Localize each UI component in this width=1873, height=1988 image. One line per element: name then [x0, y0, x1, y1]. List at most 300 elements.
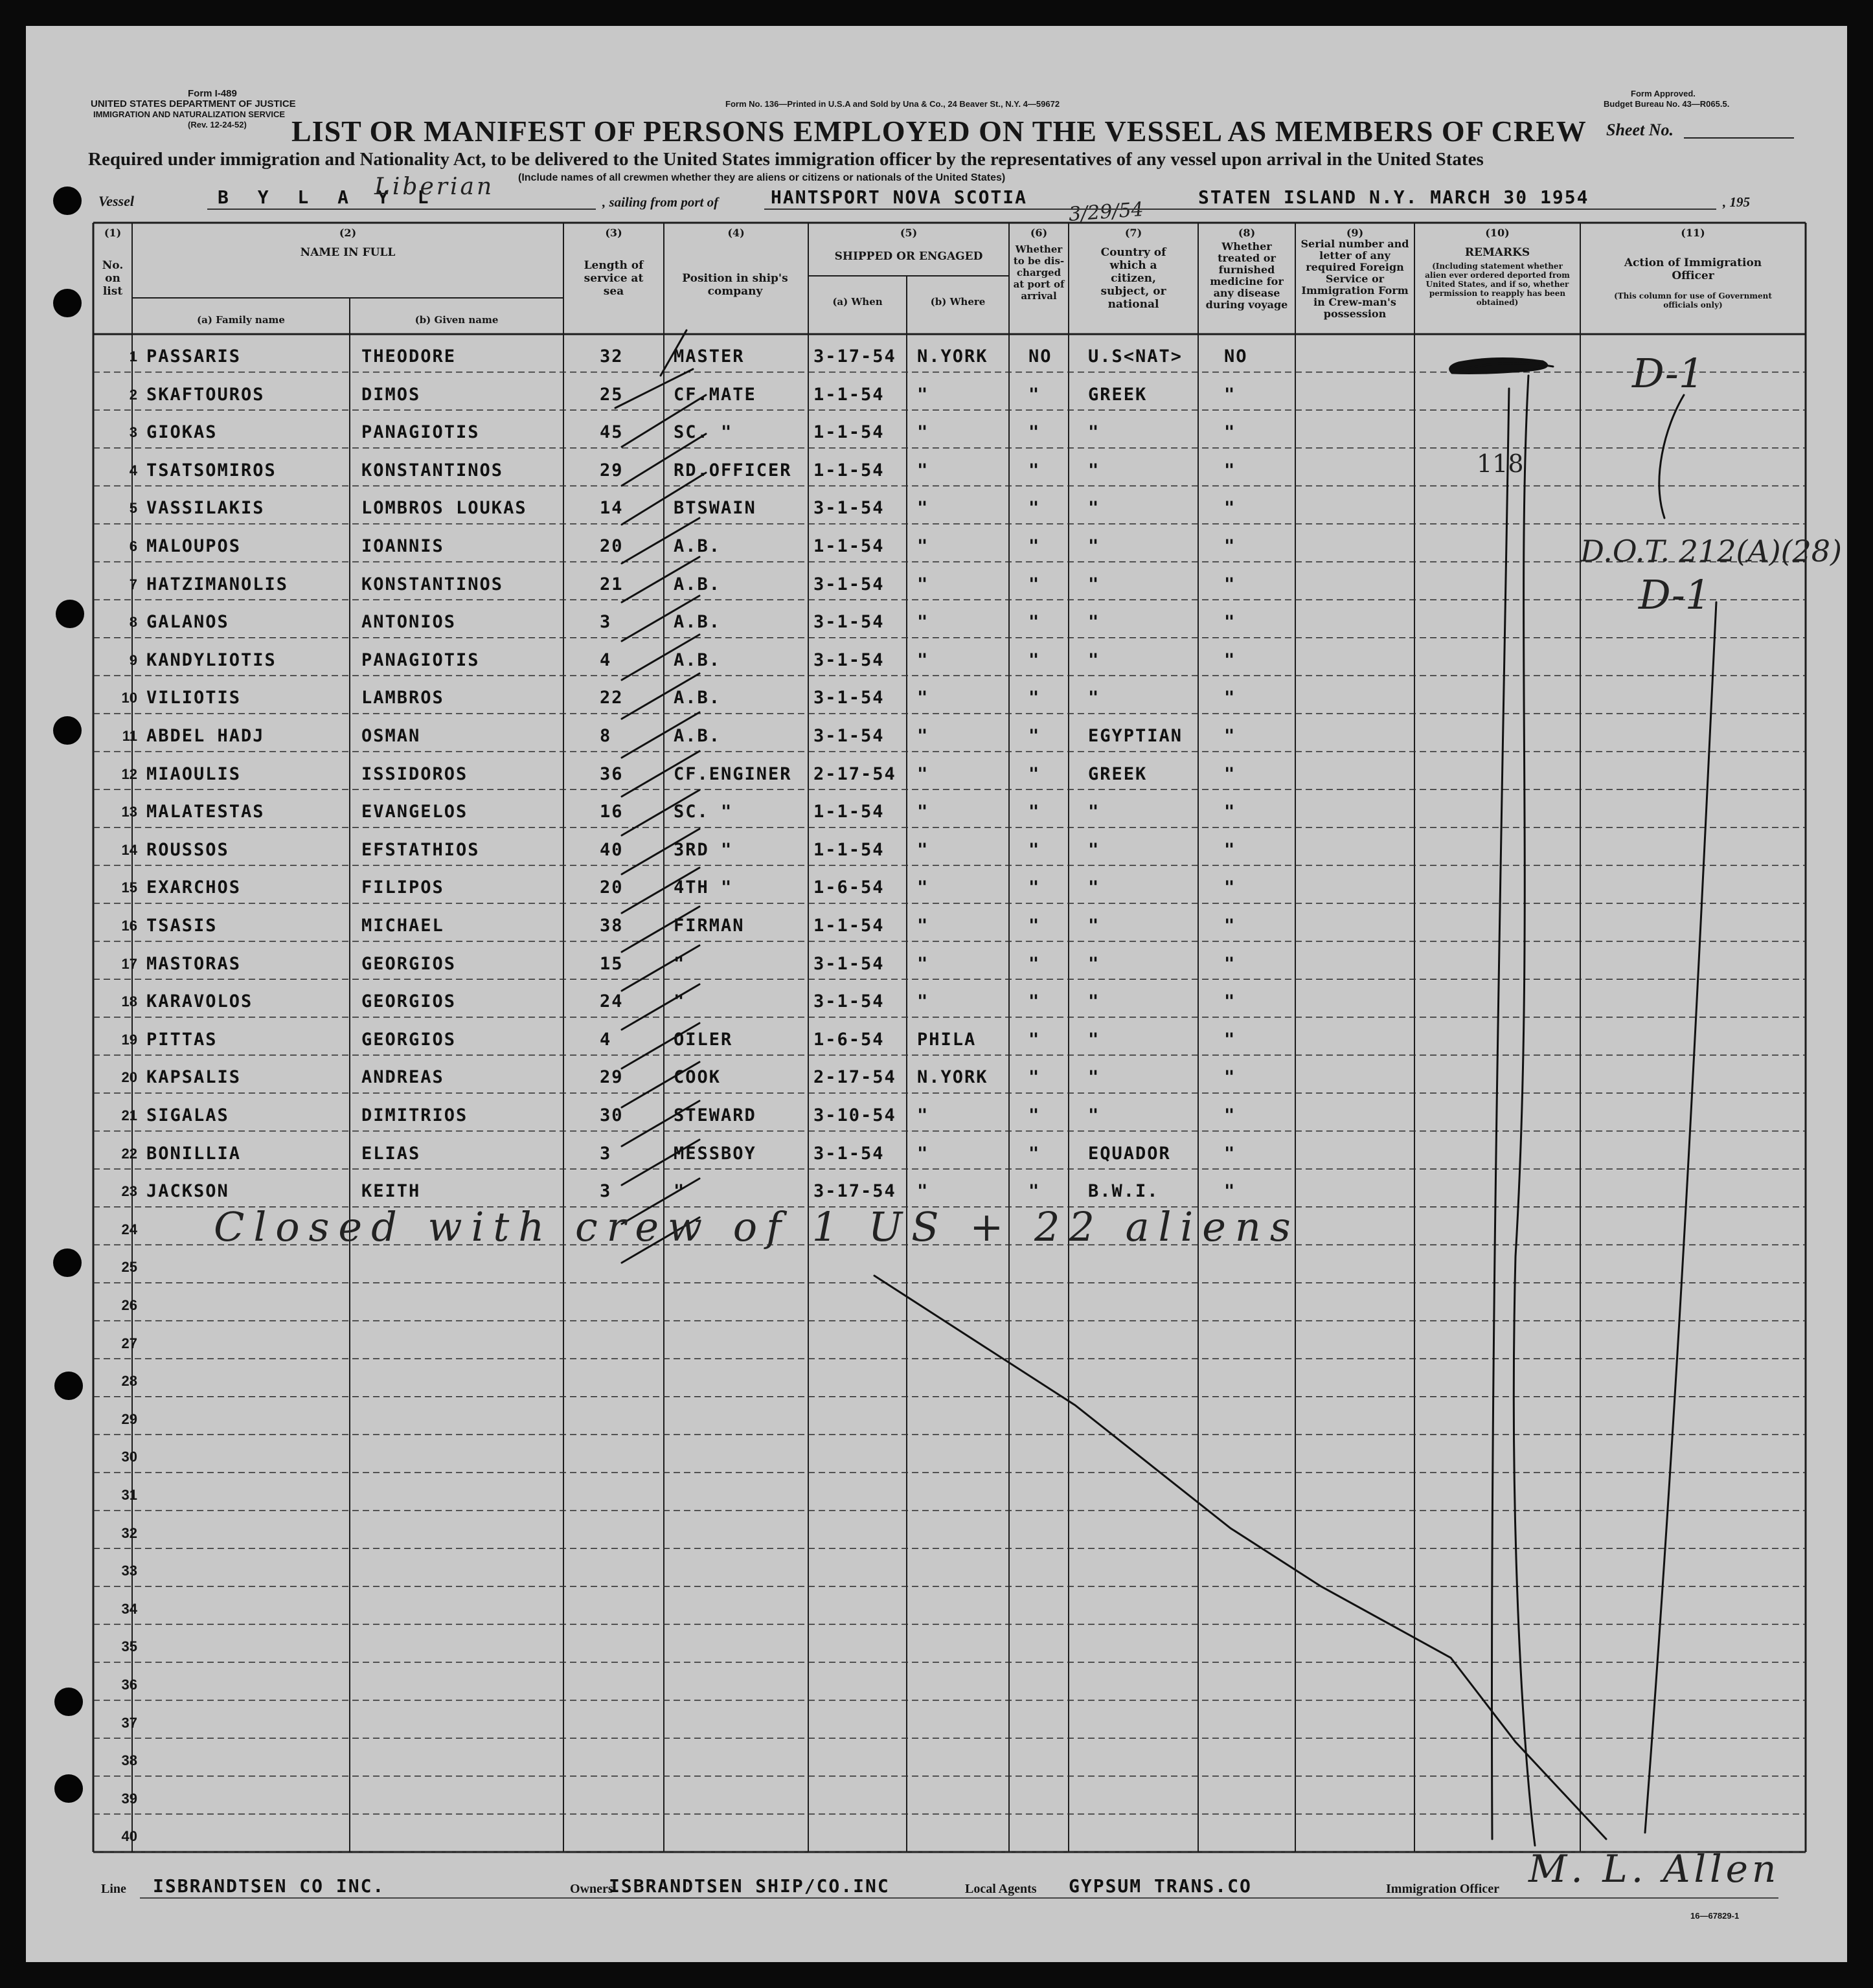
medicine-cell: ": [1224, 498, 1236, 519]
medicine-cell: ": [1224, 1067, 1236, 1088]
vessel-name: B Y L A Y L: [218, 186, 438, 208]
position-cell: A.B.: [674, 536, 721, 556]
family-name-cell: ROUSSOS: [146, 839, 229, 860]
medicine-cell: ": [1224, 422, 1236, 443]
given-name-cell: ELIAS: [361, 1143, 421, 1164]
country-cell: B.W.I.: [1088, 1181, 1159, 1202]
row-number: 23: [121, 1183, 137, 1200]
family-name-cell: PITTAS: [146, 1029, 218, 1050]
medicine-cell: ": [1224, 1143, 1236, 1164]
shipped-when-cell: 1-1-54: [813, 422, 885, 443]
row-number: 17: [121, 955, 137, 972]
shipped-where-cell: ": [917, 916, 929, 936]
country-cell: ": [1088, 877, 1100, 898]
row-number: 34: [121, 1600, 137, 1617]
given-name-cell: MICHAEL: [361, 916, 444, 936]
medicine-cell: ": [1224, 574, 1236, 594]
col7-header: Country of which a citizen, subject, or national: [1100, 246, 1166, 311]
position-cell: A.B.: [674, 574, 721, 594]
shipped-when-cell: 2-17-54: [813, 763, 896, 784]
officer-label: Immigration Officer: [1386, 1882, 1499, 1896]
shipped-where-cell: ": [917, 839, 929, 860]
given-name-cell: IOANNIS: [361, 536, 444, 556]
family-name-cell: KANDYLIOTIS: [146, 649, 277, 670]
col1-number: (1): [104, 227, 122, 239]
medicine-cell: ": [1224, 649, 1236, 670]
service-years-cell: 24: [600, 991, 624, 1012]
row-number: 20: [121, 1069, 137, 1086]
shipped-where-cell: PHILA: [917, 1029, 977, 1050]
service-years-cell: 16: [600, 802, 624, 822]
service-name: IMMIGRATION AND NATURALIZATION SERVICE: [93, 109, 286, 119]
row-number: 11: [122, 728, 137, 744]
medicine-cell: ": [1224, 612, 1236, 633]
position-cell: ": [674, 991, 686, 1012]
shipped-where-cell: ": [917, 991, 929, 1012]
given-name-cell: KONSTANTINOS: [361, 460, 504, 480]
closed-note: Closed with crew of 1 US + 22 aliens: [214, 1203, 1300, 1250]
col9-number: (9): [1346, 227, 1364, 239]
shipped-where-cell: ": [917, 649, 929, 670]
family-name-cell: SIGALAS: [146, 1105, 229, 1125]
family-name-cell: PASSARIS: [146, 346, 242, 367]
family-name-cell: GALANOS: [146, 612, 229, 633]
col4-number: (4): [727, 227, 745, 239]
row-number: 39: [121, 1790, 137, 1807]
service-years-cell: 29: [600, 1067, 624, 1088]
action-dot-code: D.O.T. 212(A)(28): [1580, 534, 1843, 569]
col2b-header: (b) Given name: [414, 314, 499, 326]
year-suffix: , 195: [1723, 194, 1750, 210]
discharged-cell: ": [1028, 1181, 1041, 1202]
include-note: (Include names of all crewmen whether they are aliens or citizens or nationals of the United States): [518, 172, 1006, 183]
family-name-cell: MIAOULIS: [146, 763, 242, 784]
medicine-cell: ": [1224, 726, 1236, 746]
discharged-cell: ": [1028, 953, 1041, 974]
row-number: 8: [129, 614, 137, 631]
col5b-header: (b) Where: [930, 296, 986, 308]
row-number: 16: [121, 918, 137, 934]
row-number: 10: [121, 690, 137, 706]
shipped-where-cell: ": [917, 498, 929, 519]
country-cell: ": [1088, 612, 1100, 633]
vessel-flag-handwritten: Liberian: [374, 174, 495, 200]
position-cell: MESSBOY: [674, 1143, 756, 1164]
vessel-label: Vessel: [98, 193, 134, 209]
discharged-cell: ": [1028, 726, 1041, 746]
shipped-when-cell: 3-1-54: [813, 498, 885, 519]
shipped-when-cell: 2-17-54: [813, 1067, 896, 1088]
shipped-when-cell: 3-17-54: [813, 1181, 896, 1202]
service-years-cell: 22: [600, 688, 624, 708]
country-cell: ": [1088, 536, 1100, 556]
shipped-when-cell: 3-1-54: [813, 991, 885, 1012]
row-number: 14: [121, 841, 137, 858]
shipped-when-cell: 3-1-54: [813, 574, 885, 594]
form-number: Form I-489: [188, 88, 237, 99]
country-cell: ": [1088, 688, 1100, 708]
country-cell: ": [1088, 839, 1100, 860]
page-title: LIST OR MANIFEST OF PERSONS EMPLOYED ON THE VESSEL AS MEMBERS OF CREW: [291, 115, 1587, 148]
shipped-where-cell: ": [917, 612, 929, 633]
medicine-cell: ": [1224, 802, 1236, 822]
service-years-cell: 20: [600, 536, 624, 556]
discharged-cell: ": [1028, 574, 1041, 594]
col6-number: (6): [1030, 227, 1048, 239]
country-cell: EGYPTIAN: [1088, 726, 1183, 746]
shipped-when-cell: 1-1-54: [813, 384, 885, 405]
shipped-when-cell: 3-1-54: [813, 1143, 885, 1164]
col7-number: (7): [1124, 227, 1142, 239]
family-name-cell: VASSILAKIS: [146, 498, 265, 519]
col11-number: (11): [1681, 227, 1705, 239]
row-number: 9: [129, 651, 137, 668]
given-name-cell: DIMOS: [361, 384, 421, 405]
family-name-cell: MALOUPOS: [146, 536, 242, 556]
discharged-cell: ": [1028, 612, 1041, 633]
col5-header: SHIPPED OR ENGAGED: [834, 250, 983, 263]
row-number: 24: [121, 1221, 137, 1237]
given-name-cell: FILIPOS: [361, 877, 444, 898]
shipped-where-cell: ": [917, 1181, 929, 1202]
discharged-cell: ": [1028, 1143, 1041, 1164]
shipped-where-cell: N.YORK: [917, 346, 988, 367]
row-number: 35: [121, 1638, 137, 1655]
service-years-cell: 38: [600, 916, 624, 936]
position-cell: A.B.: [674, 649, 721, 670]
form-subtitle: Required under immigration and Nationality Act, to be delivered to the United States immigration officer by the representatives of any vessel upon arrival in the United States: [88, 149, 1484, 170]
row-number: 26: [121, 1297, 137, 1313]
col3-header: Length of service at sea: [584, 259, 644, 298]
discharged-cell: ": [1028, 536, 1041, 556]
shipped-where-cell: N.YORK: [917, 1067, 988, 1088]
family-name-cell: KARAVOLOS: [146, 991, 253, 1012]
medicine-cell: ": [1224, 1181, 1236, 1202]
given-name-cell: KEITH: [361, 1181, 421, 1202]
sheet-number-label: Sheet No.: [1606, 120, 1674, 139]
medicine-cell: ": [1224, 1105, 1236, 1125]
discharged-cell: ": [1028, 763, 1041, 784]
discharged-cell: NO: [1028, 346, 1052, 367]
position-cell: STEWARD: [674, 1105, 756, 1125]
medicine-cell: ": [1224, 991, 1236, 1012]
family-name-cell: VILIOTIS: [146, 688, 242, 708]
medicine-cell: ": [1224, 688, 1236, 708]
remark-number: 118: [1477, 449, 1524, 478]
col2-number: (2): [339, 227, 357, 239]
country-cell: ": [1088, 802, 1100, 822]
line-value: ISBRANDTSEN CO INC.: [153, 1875, 385, 1897]
given-name-cell: KONSTANTINOS: [361, 574, 504, 594]
arrival-port-date: STATEN ISLAND N.Y. MARCH 30 1954: [1198, 186, 1589, 208]
col10-header: REMARKS: [1464, 246, 1530, 259]
position-cell: 4TH ": [674, 877, 733, 898]
service-years-cell: 20: [600, 877, 624, 898]
position-cell: RD.OFFICER: [674, 460, 792, 480]
medicine-cell: ": [1224, 536, 1236, 556]
country-cell: U.S<NAT>: [1088, 346, 1183, 367]
given-name-cell: ANTONIOS: [361, 612, 457, 633]
budget-bureau: Budget Bureau No. 43—R065.5.: [1604, 99, 1730, 109]
given-name-cell: GEORGIOS: [361, 1029, 457, 1050]
col11-header: Action of Immigration Officer: [1624, 256, 1762, 282]
given-name-cell: THEODORE: [361, 346, 457, 367]
position-cell: A.B.: [674, 612, 721, 633]
service-years-cell: 32: [600, 346, 624, 367]
row-number: 15: [121, 879, 137, 896]
sailing-port: HANTSPORT NOVA SCOTIA: [771, 186, 1028, 208]
position-cell: MASTER: [674, 346, 745, 367]
shipped-where-cell: ": [917, 574, 929, 594]
department-name: UNITED STATES DEPARTMENT OF JUSTICE: [91, 98, 296, 109]
shipped-when-cell: 3-1-54: [813, 649, 885, 670]
col9-header: Serial number and letter of any required Foreign Service or Immigration Form in Crew-man's possession: [1300, 238, 1409, 320]
given-name-cell: GEORGIOS: [361, 991, 457, 1012]
shipped-when-cell: 1-1-54: [813, 839, 885, 860]
country-cell: EQUADOR: [1088, 1143, 1171, 1164]
position-cell: A.B.: [674, 688, 721, 708]
shipped-where-cell: ": [917, 1143, 929, 1164]
position-cell: COOK: [674, 1067, 721, 1088]
discharged-cell: ": [1028, 1029, 1041, 1050]
footer-underline: [140, 1897, 1778, 1899]
given-name-cell: EVANGELOS: [361, 802, 468, 822]
discharged-cell: ": [1028, 688, 1041, 708]
row-number: 18: [121, 993, 137, 1010]
shipped-when-cell: 3-1-54: [813, 726, 885, 746]
position-cell: SC. ": [674, 802, 733, 822]
row-number: 31: [121, 1487, 137, 1503]
medicine-cell: ": [1224, 1029, 1236, 1050]
shipped-where-cell: ": [917, 688, 929, 708]
line-label: Line: [101, 1882, 126, 1896]
discharged-cell: ": [1028, 802, 1041, 822]
medicine-cell: ": [1224, 953, 1236, 974]
shipped-where-cell: ": [917, 384, 929, 405]
country-cell: ": [1088, 916, 1100, 936]
service-years-cell: 45: [600, 422, 624, 443]
action-d1-mid: D-1: [1639, 571, 1711, 618]
printer-note: Form No. 136—Printed in U.S.A and Sold by Una & Co., 24 Beaver St., N.Y. 4—59672: [725, 99, 1060, 109]
row-number: 37: [121, 1714, 137, 1731]
handwritten-marks: [26, 26, 1847, 1962]
position-cell: A.B.: [674, 726, 721, 746]
service-years-cell: 4: [600, 1029, 612, 1050]
country-cell: ": [1088, 460, 1100, 480]
officer-signature: M. L. Allen: [1528, 1847, 1780, 1891]
position-cell: ": [674, 953, 686, 974]
medicine-cell: NO: [1224, 346, 1248, 367]
row-number: 28: [121, 1373, 137, 1390]
position-cell: FIRMAN: [674, 916, 745, 936]
medicine-cell: ": [1224, 763, 1236, 784]
medicine-cell: ": [1224, 460, 1236, 480]
family-name-cell: KAPSALIS: [146, 1067, 242, 1088]
given-name-cell: LAMBROS: [361, 688, 444, 708]
form-code: 16—67829-1: [1690, 1911, 1740, 1921]
service-years-cell: 36: [600, 763, 624, 784]
country-cell: ": [1088, 422, 1100, 443]
position-cell: SC. ": [674, 422, 733, 443]
col1-header: No. on list: [102, 259, 124, 298]
given-name-cell: ISSIDOROS: [361, 763, 468, 784]
position-cell: BTSWAIN: [674, 498, 756, 519]
row-number: 3: [129, 424, 137, 441]
agents-label: Local Agents: [965, 1882, 1037, 1896]
shipped-where-cell: ": [917, 953, 929, 974]
medicine-cell: ": [1224, 384, 1236, 405]
owners-value: ISBRANDTSEN SHIP/CO.INC: [609, 1875, 890, 1897]
row-number: 27: [121, 1335, 137, 1351]
row-number: 21: [121, 1107, 137, 1124]
shipped-when-cell: 3-1-54: [813, 612, 885, 633]
agents-value: GYPSUM TRANS.CO: [1069, 1875, 1252, 1897]
family-name-cell: EXARCHOS: [146, 877, 242, 898]
shipped-when-cell: 3-1-54: [813, 953, 885, 974]
row-number: 19: [121, 1031, 137, 1048]
country-cell: ": [1088, 953, 1100, 974]
service-years-cell: 3: [600, 612, 612, 633]
manifest-sheet: [26, 26, 1847, 1962]
row-number: 36: [121, 1677, 137, 1693]
position-cell: ": [674, 1181, 686, 1202]
service-years-cell: 3: [600, 1143, 612, 1164]
shipped-where-cell: ": [917, 802, 929, 822]
service-years-cell: 15: [600, 953, 624, 974]
col5-number: (5): [900, 227, 918, 239]
discharged-cell: ": [1028, 498, 1041, 519]
service-years-cell: 3: [600, 1181, 612, 1202]
row-number: 29: [121, 1410, 137, 1427]
shipped-where-cell: ": [917, 422, 929, 443]
family-name-cell: TSATSOMIROS: [146, 460, 277, 480]
shipped-where-cell: ": [917, 726, 929, 746]
family-name-cell: JACKSON: [146, 1181, 229, 1202]
family-name-cell: ABDEL HADJ: [146, 726, 265, 746]
given-name-cell: GEORGIOS: [361, 953, 457, 974]
service-years-cell: 25: [600, 384, 624, 405]
service-years-cell: 4: [600, 649, 612, 670]
medicine-cell: ": [1224, 877, 1236, 898]
country-cell: ": [1088, 498, 1100, 519]
given-name-cell: OSMAN: [361, 726, 421, 746]
medicine-cell: ": [1224, 839, 1236, 860]
row-number: 13: [121, 804, 137, 820]
col2-header: NAME IN FULL: [300, 246, 396, 259]
col2a-header: (a) Family name: [197, 314, 285, 326]
medicine-cell: ": [1224, 916, 1236, 936]
row-number: 7: [129, 576, 137, 593]
row-number: 25: [121, 1259, 137, 1276]
country-cell: ": [1088, 1105, 1100, 1125]
row-number: 2: [129, 386, 137, 403]
country-cell: ": [1088, 574, 1100, 594]
family-name-cell: BONILLIA: [146, 1143, 242, 1164]
position-cell: CF.ENGINER: [674, 763, 792, 784]
shipped-where-cell: ": [917, 877, 929, 898]
shipped-when-cell: 3-1-54: [813, 688, 885, 708]
discharged-cell: ": [1028, 1105, 1041, 1125]
service-years-cell: 21: [600, 574, 624, 594]
country-cell: GREEK: [1088, 384, 1148, 405]
owners-label: Owners: [570, 1882, 613, 1896]
revision-date: (Rev. 12-24-52): [188, 120, 247, 130]
col3-number: (3): [605, 227, 622, 239]
given-name-cell: PANAGIOTIS: [361, 422, 480, 443]
position-cell: 3RD ": [674, 839, 733, 860]
country-cell: ": [1088, 1029, 1100, 1050]
row-number: 5: [129, 500, 137, 517]
service-years-cell: 8: [600, 726, 612, 746]
shipped-where-cell: ": [917, 536, 929, 556]
col11-note: (This column for use of Government officials only): [1614, 291, 1772, 310]
col8-header: Whether treated or furnished medicine for any disease during voyage: [1205, 240, 1288, 311]
col4-header: Position in ship's company: [682, 272, 788, 298]
shipped-when-cell: 1-6-54: [813, 877, 885, 898]
discharged-cell: ": [1028, 384, 1041, 405]
shipped-when-cell: 1-1-54: [813, 536, 885, 556]
shipped-when-cell: 1-1-54: [813, 460, 885, 480]
country-cell: ": [1088, 649, 1100, 670]
discharged-cell: ": [1028, 1067, 1041, 1088]
shipped-when-cell: 3-17-54: [813, 346, 896, 367]
sailing-label: , sailing from port of: [602, 194, 719, 210]
row-number: 4: [129, 462, 137, 479]
row-number: 38: [121, 1752, 137, 1769]
country-cell: ": [1088, 1067, 1100, 1088]
col5a-header: (a) When: [832, 296, 883, 308]
family-name-cell: GIOKAS: [146, 422, 218, 443]
shipped-when-cell: 1-1-54: [813, 916, 885, 936]
action-d1-top: D-1: [1632, 350, 1705, 397]
family-name-cell: MASTORAS: [146, 953, 242, 974]
row-number: 40: [121, 1828, 137, 1845]
given-name-cell: PANAGIOTIS: [361, 649, 480, 670]
family-name-cell: SKAFTOUROS: [146, 384, 265, 405]
shipped-where-cell: ": [917, 763, 929, 784]
row-number: 6: [129, 538, 137, 554]
shipped-where-cell: ": [917, 460, 929, 480]
service-years-cell: 14: [600, 498, 624, 519]
discharged-cell: ": [1028, 649, 1041, 670]
row-number: 22: [121, 1145, 137, 1162]
discharged-cell: ": [1028, 839, 1041, 860]
shipped-where-cell: ": [917, 1105, 929, 1125]
row-number: 12: [121, 765, 137, 782]
col6-header: Whether to be dis-charged at port of arrival: [1013, 243, 1065, 302]
discharged-cell: ": [1028, 991, 1041, 1012]
family-name-cell: HATZIMANOLIS: [146, 574, 289, 594]
col10-number: (10): [1485, 227, 1510, 239]
family-name-cell: MALATESTAS: [146, 802, 265, 822]
shipped-when-cell: 1-1-54: [813, 802, 885, 822]
form-approved: Form Approved.: [1631, 89, 1696, 98]
discharged-cell: ": [1028, 422, 1041, 443]
col10-note: (Including statement whether alien ever ordered deported from United States, and if so, whether permission to reapply has been obtained): [1425, 262, 1570, 307]
position-cell: CF.MATE: [674, 384, 756, 405]
shipped-when-cell: 3-10-54: [813, 1105, 896, 1125]
discharged-cell: ": [1028, 916, 1041, 936]
row-number: 32: [121, 1524, 137, 1541]
country-cell: ": [1088, 991, 1100, 1012]
service-years-cell: 29: [600, 460, 624, 480]
row-number: 30: [121, 1449, 137, 1465]
handwritten-date: 3/29/54: [1067, 198, 1144, 226]
country-cell: GREEK: [1088, 763, 1148, 784]
discharged-cell: ": [1028, 460, 1041, 480]
family-name-cell: TSASIS: [146, 916, 218, 936]
discharged-cell: ": [1028, 877, 1041, 898]
